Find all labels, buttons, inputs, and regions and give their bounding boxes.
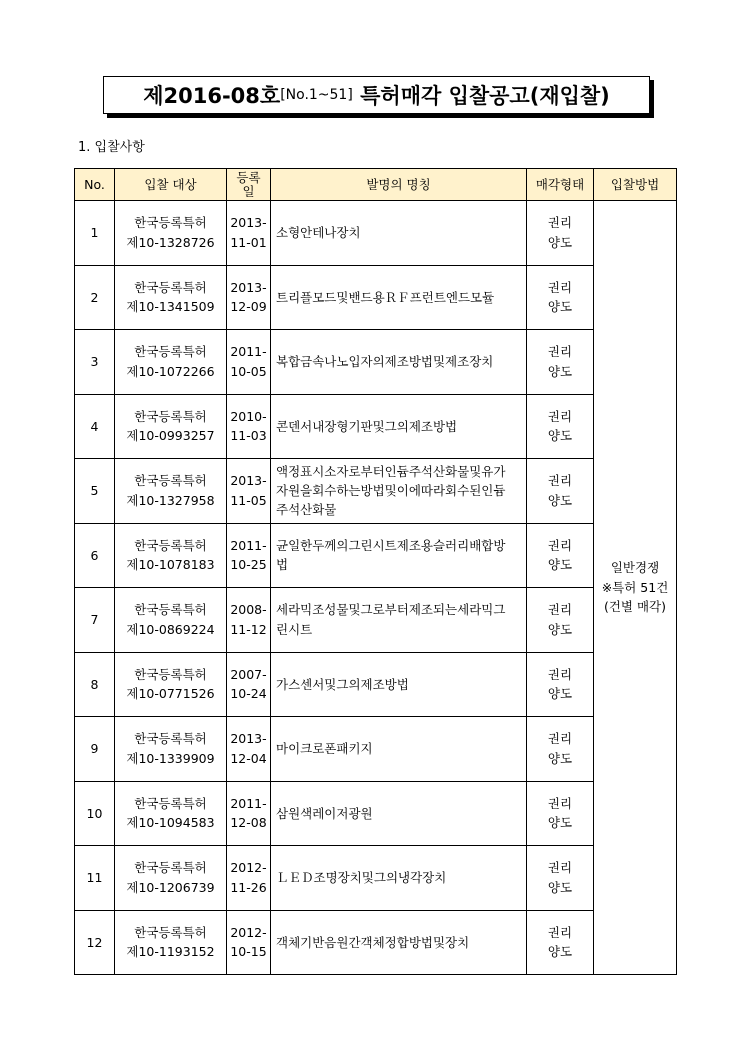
cell-target: 한국등록특허 제10-1339909 xyxy=(115,717,227,782)
cell-target: 한국등록특허 제10-1328726 xyxy=(115,201,227,266)
cell-invention-name: 가스센서및그의제조방법 xyxy=(271,652,527,717)
cell-reg-date: 2013- 12-04 xyxy=(227,717,271,782)
cell-reg-date: 2008- 11-12 xyxy=(227,588,271,653)
cell-sale-type: 권리 양도 xyxy=(527,330,594,395)
table-row xyxy=(75,330,677,395)
cell-sale-type: 권리 양도 xyxy=(527,459,594,524)
table-header-row xyxy=(75,169,677,201)
cell-invention-name: 복합금속나노입자의제조방법및제조장치 xyxy=(271,330,527,395)
cell-sale-type: 권리 양도 xyxy=(527,910,594,975)
cell-no: 4 xyxy=(75,394,115,459)
title-text: 특허매각 입찰공고(재입찰) xyxy=(352,84,610,108)
table-row xyxy=(75,652,677,717)
cell-no: 11 xyxy=(75,846,115,911)
table-row xyxy=(75,459,677,524)
cell-reg-date: 2012- 11-26 xyxy=(227,846,271,911)
cell-target: 한국등록특허 제10-1094583 xyxy=(115,781,227,846)
cell-target: 한국등록특허 제10-1327958 xyxy=(115,459,227,524)
cell-target: 한국등록특허 제10-0771526 xyxy=(115,652,227,717)
table-row xyxy=(75,394,677,459)
cell-invention-name: 마이크로폰패키지 xyxy=(271,717,527,782)
table-row xyxy=(75,588,677,653)
cell-sale-type: 권리 양도 xyxy=(527,588,594,653)
cell-no: 2 xyxy=(75,265,115,330)
table-row xyxy=(75,910,677,975)
cell-no: 6 xyxy=(75,523,115,588)
section-heading: 1. 입찰사항 xyxy=(78,140,145,155)
cell-sale-type: 권리 양도 xyxy=(527,652,594,717)
cell-no: 8 xyxy=(75,652,115,717)
cell-reg-date: 2012- 10-15 xyxy=(227,910,271,975)
cell-no: 3 xyxy=(75,330,115,395)
cell-no: 5 xyxy=(75,459,115,524)
cell-no: 1 xyxy=(75,201,115,266)
cell-target: 한국등록특허 제10-0993257 xyxy=(115,394,227,459)
table-row xyxy=(75,846,677,911)
cell-target: 한국등록특허 제10-0869224 xyxy=(115,588,227,653)
header-invention-name: 발명의 명칭 xyxy=(271,169,527,201)
cell-sale-type: 권리 양도 xyxy=(527,265,594,330)
bid-items-table xyxy=(74,168,677,975)
table-row xyxy=(75,717,677,782)
cell-sale-type: 권리 양도 xyxy=(527,201,594,266)
cell-target: 한국등록특허 제10-1206739 xyxy=(115,846,227,911)
cell-reg-date: 2007- 10-24 xyxy=(227,652,271,717)
cell-sale-type: 권리 양도 xyxy=(527,394,594,459)
cell-reg-date: 2011- 12-08 xyxy=(227,781,271,846)
cell-no: 10 xyxy=(75,781,115,846)
cell-no: 12 xyxy=(75,910,115,975)
document-title xyxy=(103,76,650,114)
cell-invention-name: 객체기반음원간객체정합방법및장치 xyxy=(271,910,527,975)
cell-invention-name: 세라믹조성물및그로부터제조되는세라믹그 린시트 xyxy=(271,588,527,653)
cell-reg-date: 2010- 11-03 xyxy=(227,394,271,459)
cell-reg-date: 2013- 11-05 xyxy=(227,459,271,524)
title-range: [No.1~51] xyxy=(280,87,353,103)
cell-sale-type: 권리 양도 xyxy=(527,781,594,846)
cell-no: 9 xyxy=(75,717,115,782)
table-row xyxy=(75,523,677,588)
cell-target: 한국등록특허 제10-1193152 xyxy=(115,910,227,975)
header-no: No. xyxy=(75,169,115,201)
table-row xyxy=(75,201,677,266)
cell-invention-name: 콘덴서내장형기판및그의제조방법 xyxy=(271,394,527,459)
cell-bid-method: 일반경쟁 ※특허 51건 (건별 매각) xyxy=(594,201,677,975)
header-sale-type: 매각형태 xyxy=(527,169,594,201)
header-target: 입찰 대상 xyxy=(115,169,227,201)
cell-sale-type: 권리 양도 xyxy=(527,717,594,782)
title-number: 제2016-08호 xyxy=(143,84,281,108)
cell-target: 한국등록특허 제10-1072266 xyxy=(115,330,227,395)
cell-invention-name: 균일한두께의그린시트제조용슬러리배합방 법 xyxy=(271,523,527,588)
cell-sale-type: 권리 양도 xyxy=(527,523,594,588)
table-row xyxy=(75,781,677,846)
cell-invention-name: ＬＥＤ조명장치및그의냉각장치 xyxy=(271,846,527,911)
table-row xyxy=(75,265,677,330)
header-bid-method: 입찰방법 xyxy=(594,169,677,201)
cell-invention-name: 삼원색레이저광원 xyxy=(271,781,527,846)
cell-reg-date: 2011- 10-05 xyxy=(227,330,271,395)
cell-invention-name: 소형안테나장치 xyxy=(271,201,527,266)
header-reg-date: 등록 일 xyxy=(227,169,271,201)
cell-invention-name: 트리플모드및밴드용ＲＦ프런트엔드모듈 xyxy=(271,265,527,330)
cell-sale-type: 권리 양도 xyxy=(527,846,594,911)
cell-invention-name: 액정표시소자로부터인듐주석산화물및유가 자원을회수하는방법및이에따라회수된인듐 주석산화물 xyxy=(271,459,527,524)
cell-reg-date: 2013- 12-09 xyxy=(227,265,271,330)
cell-no: 7 xyxy=(75,588,115,653)
cell-reg-date: 2011- 10-25 xyxy=(227,523,271,588)
cell-target: 한국등록특허 제10-1078183 xyxy=(115,523,227,588)
cell-reg-date: 2013- 11-01 xyxy=(227,201,271,266)
cell-target: 한국등록특허 제10-1341509 xyxy=(115,265,227,330)
